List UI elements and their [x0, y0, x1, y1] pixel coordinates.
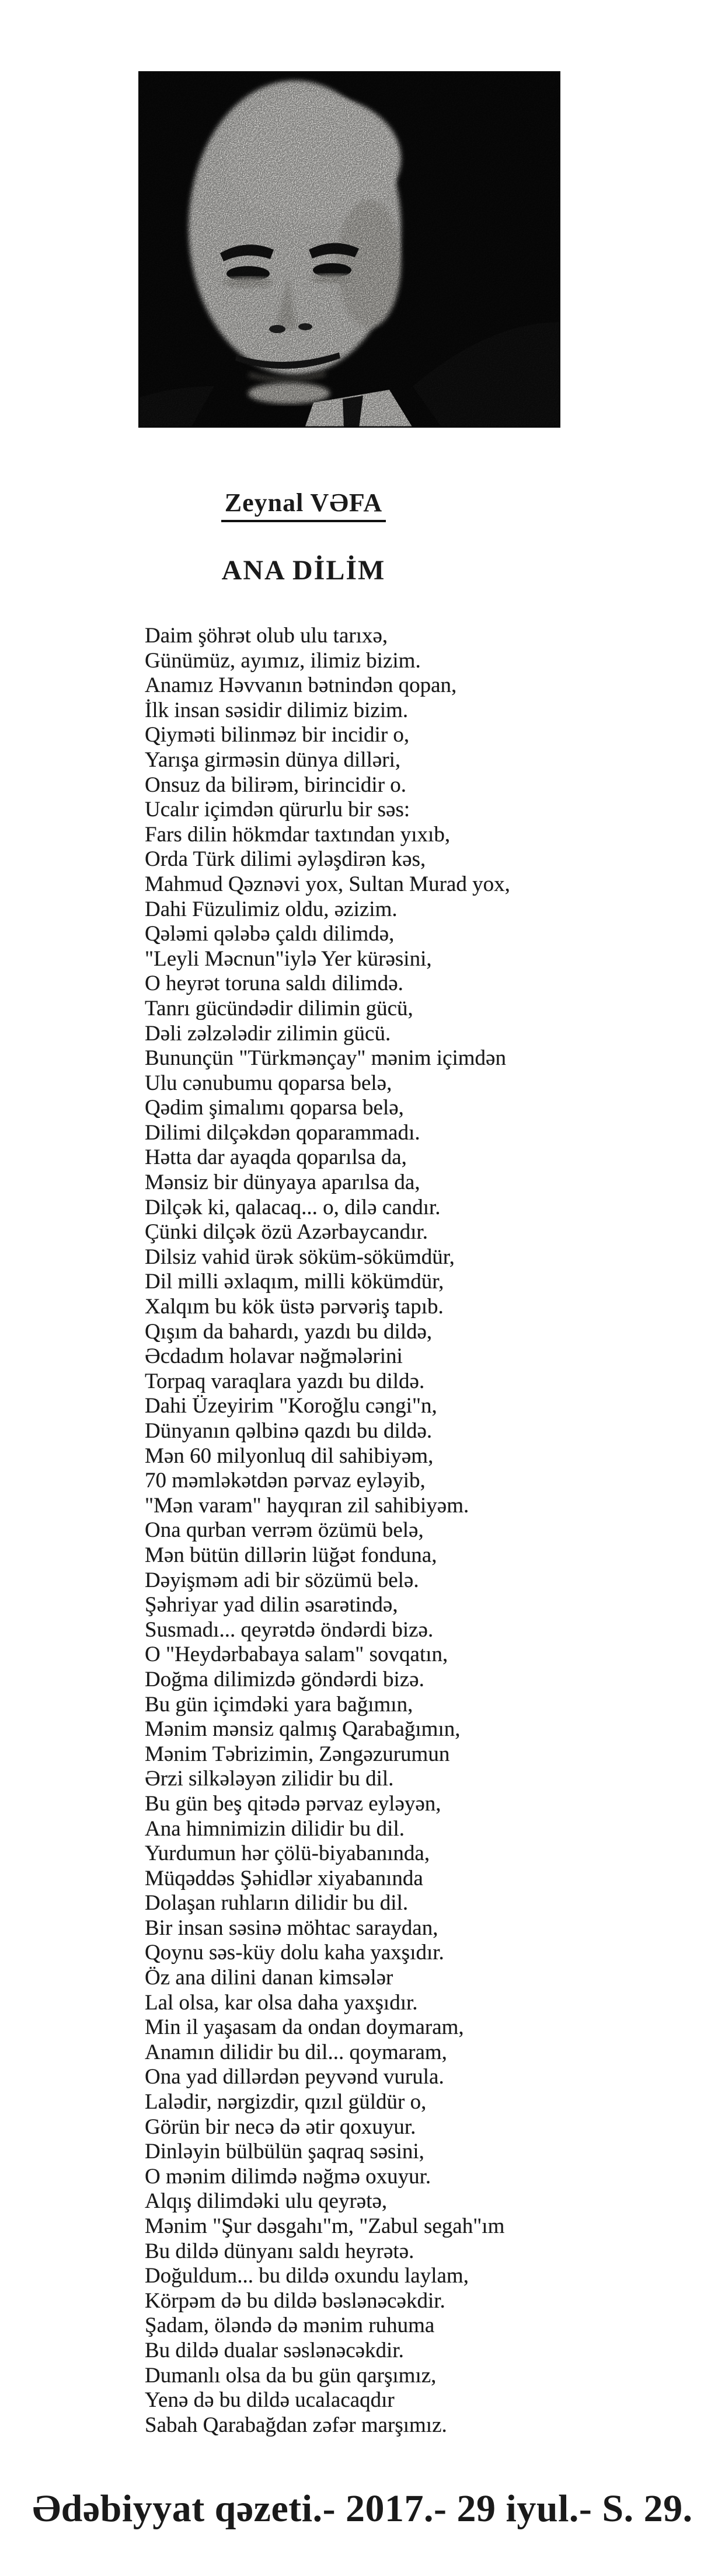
poem-line: Min il yaşasam da ondan doymaram, — [145, 2015, 464, 2040]
poem-line: Torpaq varaqlara yazdı bu dildə. — [145, 1369, 425, 1393]
poem-line: Dahi Füzulimiz oldu, əzizim. — [145, 897, 398, 921]
poem-line: Bu gün beş qitədə pərvaz eyləyən, — [145, 1791, 441, 1816]
poem-line: Daim şöhrət olub ulu tarıxə, — [145, 624, 388, 648]
poem-line: Görün bir necə də ətir qoxuyur. — [145, 2114, 416, 2139]
poem-line: Lal olsa, kar olsa daha yaxşıdır. — [145, 1990, 418, 2015]
poem-line: İlk insan səsidir dilimiz bizim. — [145, 698, 409, 722]
poem-line: Doğuldum... bu dildə oxundu laylam, — [145, 2264, 469, 2288]
poem-line: "Mən varam" hayqıran zil sahibiyəm. — [145, 1493, 469, 1518]
poem-line: Mənsiz bir dünyaya aparılsa da, — [145, 1170, 420, 1195]
poem-line: Hətta dar ayaqda qoparılsa da, — [145, 1145, 407, 1170]
poem-line: Ona yad dillərdən peyvənd vurula. — [145, 2065, 444, 2089]
poem-line: Sabah Qarabağdan zəfər marşımız. — [145, 2413, 447, 2437]
poem-line: Tanrı gücündədir dilimin gücü, — [145, 996, 413, 1020]
poem-line: Mahmud Qəznəvi yox, Sultan Murad yox, — [145, 872, 510, 896]
poem-line: Doğma dilimizdə göndərdi bizə. — [145, 1667, 424, 1691]
author-name — [0, 488, 607, 522]
poem-line: Ucalır içimdən qürurlu bir səs: — [145, 798, 410, 822]
poem-line: Qışım da bahardı, yazdı bu dildə, — [145, 1319, 433, 1344]
poem-line: Bu gün içimdəki yara bağımın, — [145, 1692, 413, 1717]
poem-line: Dinləyin bülbülün şaqraq səsini, — [145, 2140, 424, 2164]
poem-line: "Leyli Məcnun"iylə Yer kürəsini, — [145, 946, 432, 971]
poem-line: Çünki dilçək özü Azərbaycandır. — [145, 1220, 428, 1245]
poem-line: Dilsiz vahid ürək söküm-sökümdür, — [145, 1245, 455, 1269]
poem-line: Anamız Həvvanın bətnindən qopan, — [145, 673, 457, 698]
poem-line: Günümüz, ayımız, ilimiz bizim. — [145, 648, 421, 673]
poem-line: Qədim şimalımı qoparsa belə, — [145, 1096, 404, 1120]
author-name-text: Zeynal VƏFA — [221, 488, 386, 522]
footer-citation: Ədəbiyyat qəzeti.- 2017.- 29 iyul.- S. 29. — [32, 2487, 693, 2530]
poem-line: Susmadı... qeyrətdə öndərdi bizə. — [145, 1617, 434, 1642]
poem-line: Dəyişməm adi bir sözümü belə. — [145, 1568, 419, 1592]
poem-line: Bu dildə dünyanı saldı heyrətə. — [145, 2239, 414, 2263]
poem-line: O "Heydərbabaya salam" sovqatın, — [145, 1642, 448, 1667]
poem-line: Onsuz da bilirəm, birincidir o. — [145, 773, 407, 797]
poem-line: 70 məmləkətdən pərvaz eyləyib, — [145, 1469, 426, 1493]
poem-line: Mənim Təbrizimin, Zəngəzurumun — [145, 1742, 450, 1766]
poem-body — [145, 624, 670, 2438]
poem-line: Müqəddəs Şəhidlər xiyabanında — [145, 1866, 423, 1890]
poem-line: Şadam, öləndə də mənim ruhuma — [145, 2313, 435, 2338]
poem-line: Qiyməti bilinməz bir incidir o, — [145, 723, 410, 747]
poem-line: Qoynu səs-küy dolu kaha yaxşıdır. — [145, 1941, 444, 1965]
poem-line: Şəhriyar yad dilin əsarətində, — [145, 1593, 398, 1617]
poem-line: Dilçək ki, qalacaq... o, dilə candır. — [145, 1195, 441, 1219]
poem-line: Bu dildə dualar səslənəcəkdir. — [145, 2338, 404, 2362]
poem-line: Dilimi dilçəkdən qoparammadı. — [145, 1120, 420, 1145]
poem-line: Dolaşan ruhların dilidir bu dil. — [145, 1891, 409, 1916]
poem-title: ANA DİLİM — [221, 555, 386, 586]
poem-line: Körpəm də bu dildə bəslənəcəkdir. — [145, 2288, 445, 2313]
poem-line: Ona qurban verrəm özümü belə, — [145, 1518, 424, 1543]
poem-line: Mənim "Şur dəsgahı"m, "Zabul segah"ım — [145, 2214, 505, 2238]
poem-line: Öz ana dilini danan kimsələr — [145, 1966, 393, 1990]
poem-line: Bir insan səsinə möhtac saraydan, — [145, 1916, 438, 1940]
poem-line: Yarışa girməsin dünya dilləri, — [145, 747, 401, 772]
poem-line: Mən 60 milyonluq dil sahibiyəm, — [145, 1443, 434, 1468]
poem-line: Orda Türk dilimi əyləşdirən kəs, — [145, 847, 426, 872]
poem-line: Ana himnimizin dilidir bu dil. — [145, 1816, 405, 1841]
poem-line: Ərzi silkələyən zilidir bu dil. — [145, 1767, 394, 1791]
poem-line: Yurdumun hər çölü-biyabanında, — [145, 1841, 430, 1866]
poem-line: Əcdadım holavar nəğmələrini — [145, 1344, 403, 1369]
poem-line: Dəli zəlzələdir zilimin gücü. — [145, 1021, 391, 1046]
poem-line: O heyrət toruna saldı dilimdə. — [145, 971, 403, 996]
poem-line: Dil milli əxlaqım, milli kökümdür, — [145, 1270, 444, 1294]
poem-line: Dünyanın qəlbinə qazdı bu dildə. — [145, 1419, 433, 1443]
poem-line: Mənim mənsiz qalmış Qarabağımın, — [145, 1717, 461, 1742]
poem-line: Mən bütün dillərin lüğət fonduna, — [145, 1543, 437, 1567]
poem-line: Ulu cənubumu qoparsa belə, — [145, 1071, 392, 1095]
portrait-photo — [138, 71, 560, 428]
poem-line: Lalədir, nərgizdir, qızıl güldür o, — [145, 2090, 427, 2114]
poem-line: Qələmi qələbə çaldı dilimdə, — [145, 922, 395, 946]
poem-line: Fars dilin hökmdar taxtından yıxıb, — [145, 822, 451, 847]
portrait-illustration — [138, 71, 560, 428]
poem-line: Bununçün "Türkmənçay" mənim içimdən — [145, 1046, 506, 1071]
poem-line: Xalqım bu kök üstə pərvəriş tapıb. — [145, 1295, 444, 1319]
poem-line: O mənim dilimdə nəğmə oxuyur. — [145, 2164, 431, 2189]
poem-line: Yenə də bu dildə ucalacaqdır — [145, 2388, 395, 2413]
poem-line: Anamın dilidir bu dil... qoymaram, — [145, 2040, 447, 2064]
poem-line: Alqış dilimdəki ulu qeyrətə, — [145, 2189, 388, 2214]
poem-line: Dumanlı olsa da bu gün qarşımız, — [145, 2363, 437, 2388]
poem-line: Dahi Üzeyirim "Koroğlu cəngi"n, — [145, 1394, 437, 1418]
